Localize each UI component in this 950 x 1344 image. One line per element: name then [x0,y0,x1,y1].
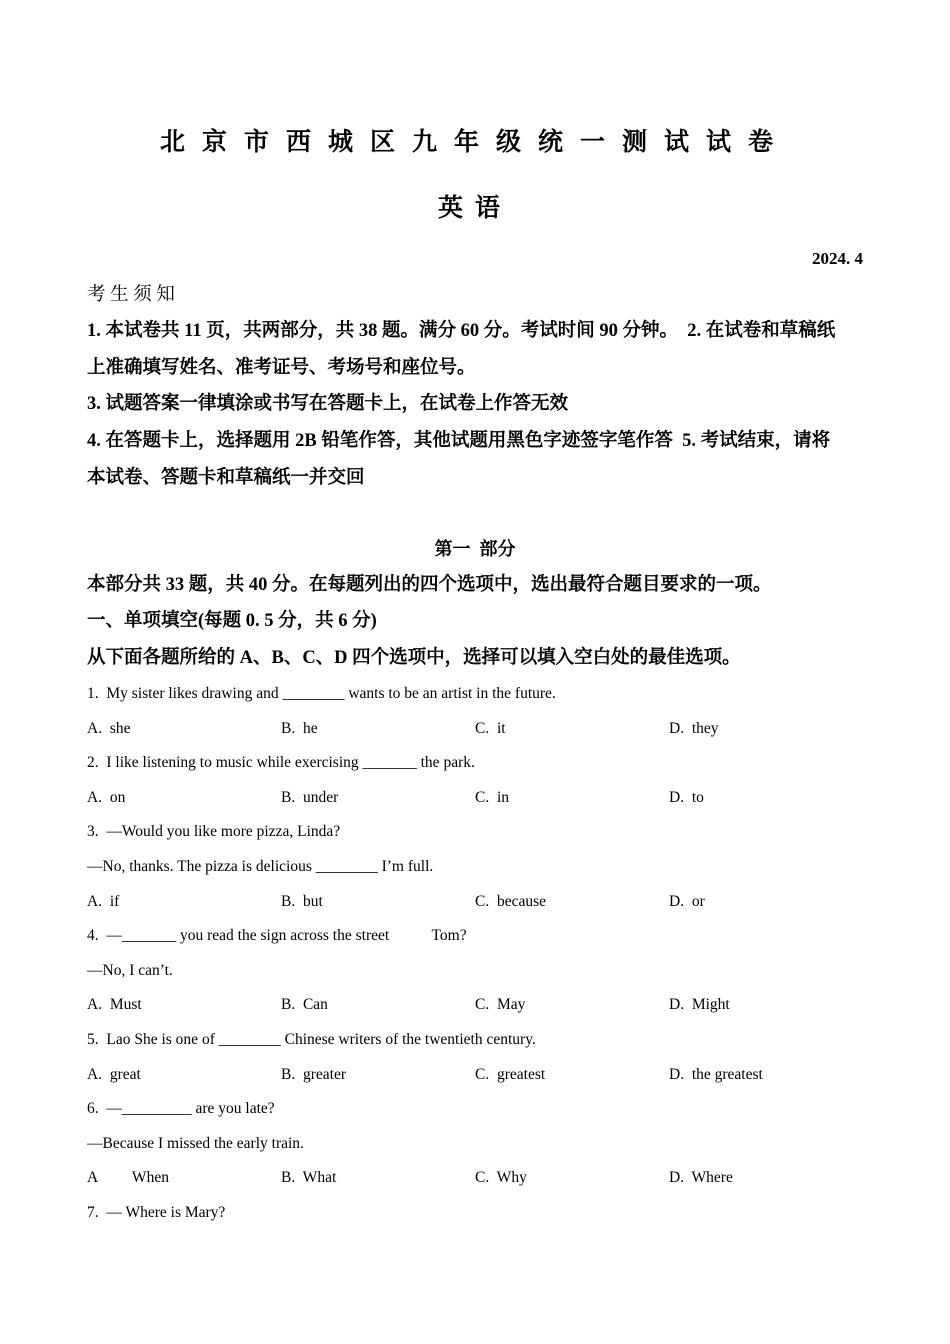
question-4-option-b: B. Can [281,996,328,1014]
part-intro: 本部分共 33 题，共 40 分。在每题列出的四个选项中，选出最符合题目要求的一项。 [87,575,772,595]
question-5-text: 5. Lao She is one of ________ Chinese writers of the twentieth century. [87,1031,536,1048]
question-6-text: —Because I missed the early train. [87,1134,304,1152]
question-2-option-a: A. on [87,788,126,806]
question-3-text: —No, thanks. The pizza is delicious ________ I’m full. [87,858,434,875]
question-4-option-a: A. Must [87,996,142,1014]
question-4-text: —No, I can’t. [87,961,173,979]
question-5-option-d: D. the greatest [669,1065,763,1083]
notice-heading: 考 生 须 知 [87,285,175,305]
question-4-option-d: D. Might [669,996,730,1014]
question-6-text: 6. —_________ are you late? [87,1100,275,1118]
section-heading: 一、单项填空(每题 0. 5 分，共 6 分) [87,611,377,631]
question-7-text: 7. — Where is Mary? [87,1204,226,1221]
notice-line: 1. 本试卷共 11 页，共两部分，共 38 题。满分 60 分。考试时间 90 分钟。 2. 在试卷和草稿纸 [87,321,836,341]
exam-date: 2024. 4 [812,249,863,268]
question-5-option-c: C. greatest [475,1065,546,1083]
notice-line: 上准确填写姓名、准考证号、考场号和座位号。 [87,358,476,378]
question-4-option-c: C. May [475,996,526,1014]
question-3-option-d: D. or [669,892,705,910]
question-6-option-d: D. Where [669,1169,733,1187]
question-1-text: 1. My sister likes drawing and ________ wants to be an artist in the future. [87,685,556,702]
question-3-text: 3. —Would you like more pizza, Linda? [87,823,341,841]
question-6-option-b: B. What [281,1169,337,1187]
notice-line: 4. 在答题卡上，选择题用 2B 铅笔作答，其他试题用黑色字迹签字笔作答 5. 考试结束，请将 [87,431,831,451]
part-heading: 第一 部分 [434,539,516,559]
question-6-option-a: A When [87,1169,169,1187]
question-3-option-c: C. because [475,892,547,910]
question-2-option-c: C. in [475,788,510,806]
question-1-option-d: D. they [669,719,719,737]
exam-title: 北京市西城区九年级统一测试试卷 [159,129,790,156]
question-1-option-b: B. he [281,719,318,737]
notice-line: 3. 试题答案一律填涂或书写在答题卡上，在试卷上作答无效 [87,394,569,414]
question-6-option-c: C. Why [475,1169,527,1187]
question-1-option-a: A. she [87,719,131,737]
question-3-option-a: A. if [87,892,120,910]
subject-title: 英语 [437,195,512,222]
question-3-option-b: B. but [281,892,323,910]
question-4-text: 4. —_______ you read the sign across the street Tom? [87,927,467,945]
question-2-option-d: D. to [669,788,704,806]
question-2-text: 2. I like listening to music while exercising _______ the park. [87,754,475,772]
section-instruction: 从下面各题所给的 A、B、C、D 四个选项中，选择可以填入空白处的最佳选项。 [87,648,741,668]
question-1-option-c: C. it [475,719,506,737]
question-2-option-b: B. under [281,788,339,806]
question-5-option-b: B. greater [281,1065,346,1083]
notice-line: 本试卷、答题卡和草稿纸一并交回 [87,468,365,488]
question-5-option-a: A. great [87,1065,141,1083]
